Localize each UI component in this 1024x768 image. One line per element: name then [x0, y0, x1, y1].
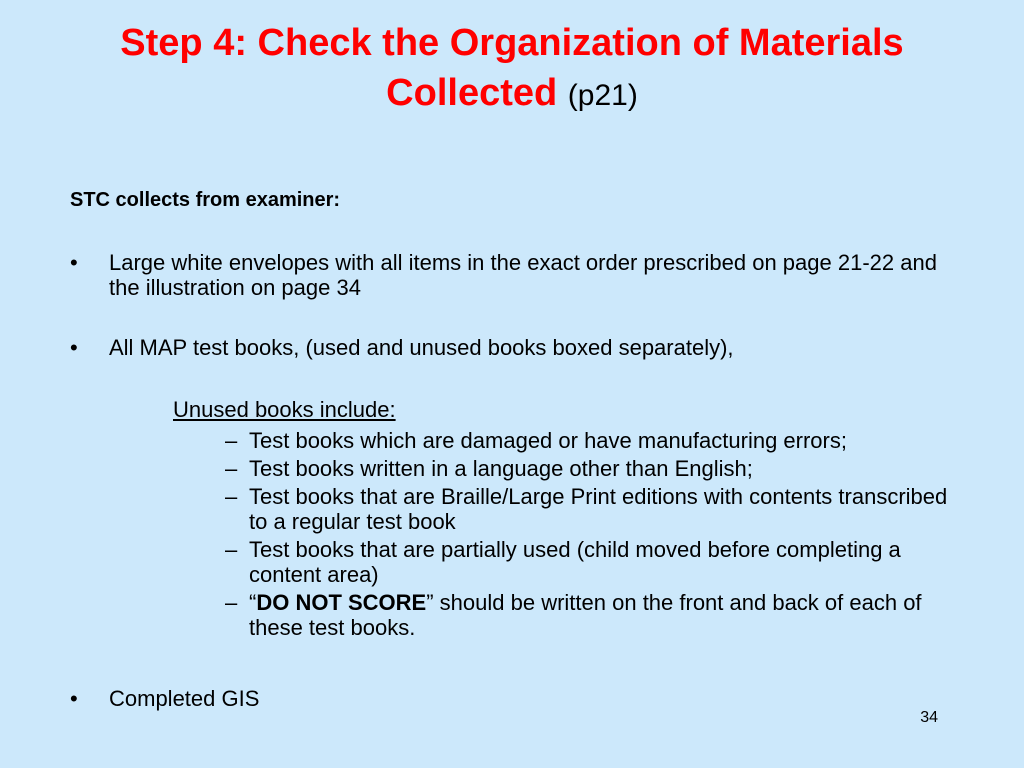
unused-books-heading: Unused books include:: [173, 397, 396, 422]
open-quote: “: [249, 590, 257, 615]
list-item-text: Test books that are Braille/Large Print editions with contents transcribed to a regular test book: [249, 484, 948, 534]
dash-marker: –: [225, 537, 238, 562]
dash-marker: –: [225, 428, 238, 453]
bullet-item: [70, 686, 970, 711]
bullet-marker: •: [70, 250, 78, 275]
slide-title: [30, 18, 994, 121]
bullet-item: [70, 250, 970, 300]
do-not-score-rest: ” should be written on the front and back of each of these test books.: [249, 590, 922, 640]
bullet-text: Completed GIS: [109, 686, 260, 711]
list-item: [225, 537, 965, 587]
list-item-text: Test books written in a language other than English;: [249, 456, 753, 481]
list-item-text: Test books that are partially used (child moved before completing a content area): [249, 537, 901, 587]
list-item: [225, 428, 965, 453]
bullet-item: [70, 335, 970, 360]
list-item: [225, 590, 965, 640]
bullet-text: Large white envelopes with all items in the exact order prescribed on page 21-22 and the illustration on page 34: [109, 250, 937, 300]
bullet-marker: •: [70, 335, 78, 360]
list-item: [225, 456, 965, 481]
slide-number: 34: [920, 709, 938, 726]
dash-marker: –: [225, 484, 238, 509]
slide-title-text: Step 4: Check the Organization of Materials Collected: [120, 22, 904, 114]
dash-marker: –: [225, 456, 238, 481]
page-reference: (p21): [567, 79, 638, 112]
subheading: STC collects from examiner:: [70, 189, 341, 211]
unused-books-list: [225, 428, 965, 643]
list-item-text: Test books which are damaged or have manufacturing errors;: [249, 428, 847, 453]
dash-marker: –: [225, 590, 238, 615]
do-not-score-emphasis: DO NOT SCORE: [256, 590, 427, 615]
bullet-text: All MAP test books, (used and unused books boxed separately),: [109, 335, 734, 360]
bullet-marker: •: [70, 686, 78, 711]
do-not-score-note: [249, 590, 965, 640]
list-item: [225, 484, 965, 534]
